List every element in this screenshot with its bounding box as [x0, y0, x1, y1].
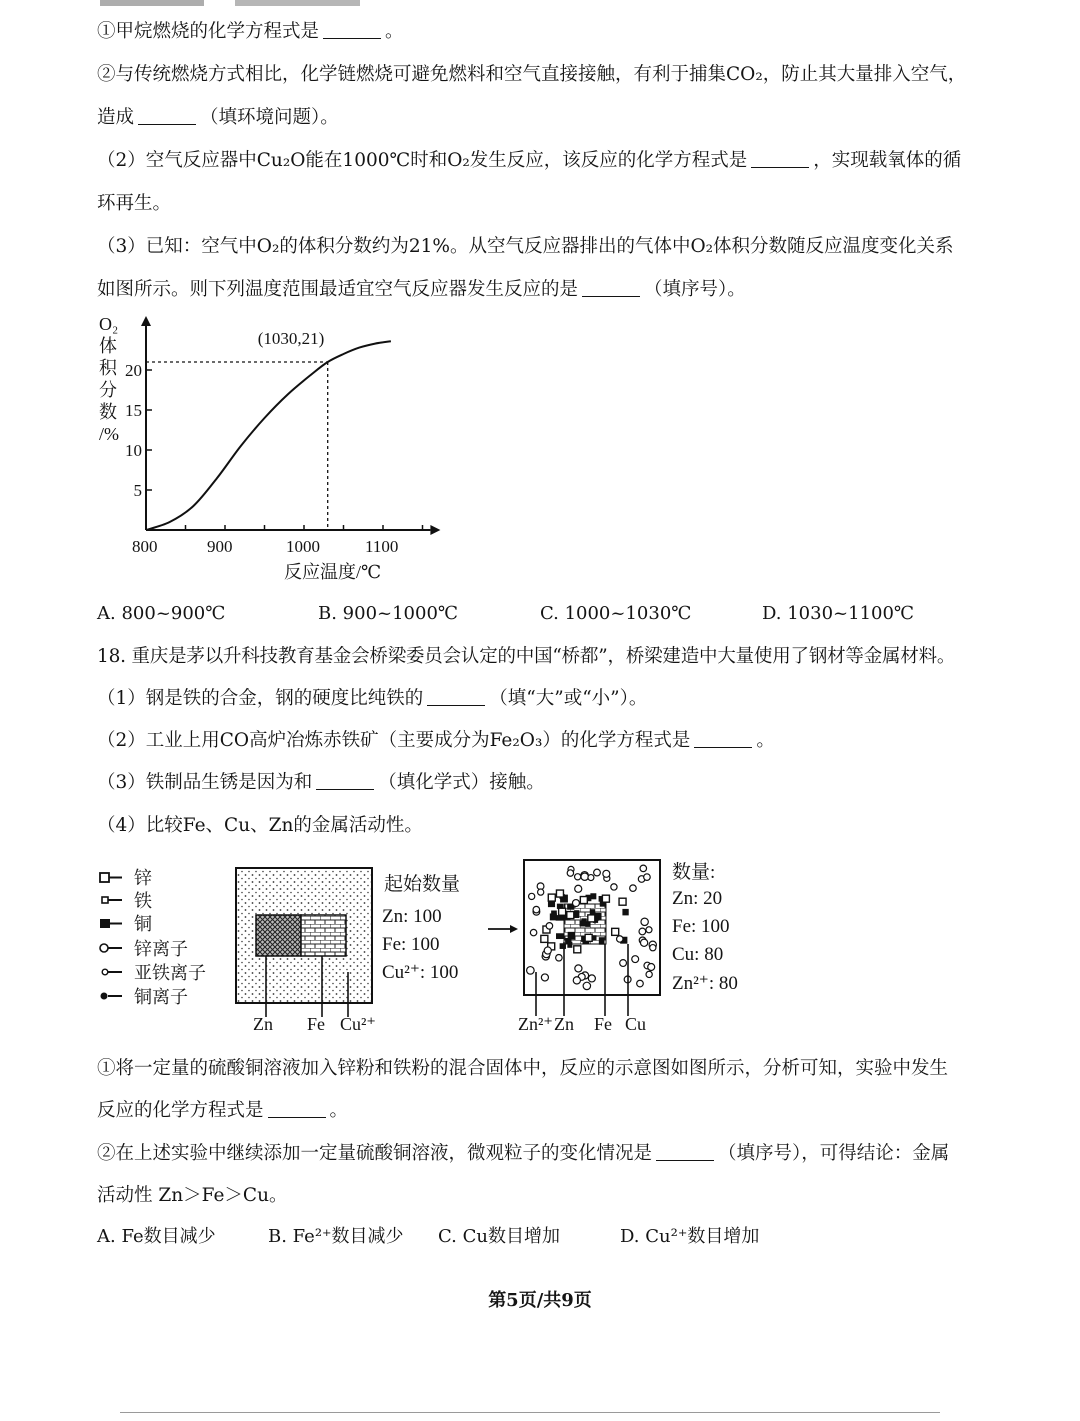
y-axis-arrow: [141, 316, 151, 326]
q18-part3: （3）铁制品生锈是因为和 （填化学式）接触。: [97, 772, 545, 793]
ion-particle: [620, 960, 627, 967]
zn-particle: [541, 935, 548, 942]
y-tick-label: 15: [125, 401, 142, 420]
y-axis-label-char: 体: [99, 336, 117, 356]
legend-fe-ion: 亚铁离子: [134, 963, 206, 983]
reaction-arrow-icon: [488, 925, 518, 933]
q18-part2: （2）工业上用CO高炉冶炼赤铁矿（主要成分为Fe₂O₃）的化学方程式是 。: [97, 730, 775, 751]
ion-particle: [572, 900, 579, 907]
answer-blank[interactable]: [138, 124, 196, 125]
x-axis-arrow: [430, 525, 440, 535]
box1-label-cu-ion: Cu²⁺: [340, 1014, 376, 1034]
particle-reaction-diagram: [90, 852, 770, 1042]
ion-particle: [541, 974, 548, 981]
q17-part2-line1: （2）空气反应器中Cu₂O能在1000℃时和O₂发生反应，该反应的化学方程式是 ，实现载氧体的循: [97, 150, 962, 171]
x-tick-label: 1000: [286, 537, 320, 556]
y-tick-label: 5: [133, 481, 142, 500]
cu-particle: [599, 937, 605, 944]
legend-cu-ion: 铜离子: [134, 987, 188, 1007]
q17-sub2-line2: 造成 （填环境问题）。: [97, 107, 339, 128]
q17-option-d[interactable]: D. 1030~1100℃: [762, 603, 915, 624]
zn-particle: [567, 912, 574, 919]
particle-legend: [100, 868, 206, 1007]
ion-particle: [640, 865, 646, 871]
box1-count-fe: Fe: 100: [382, 934, 440, 955]
q17-part3-line2: 如图所示。则下列温度范围最适宜空气反应器发生反应的是 （填序号）。: [97, 279, 746, 300]
box1-title: 起始数量: [384, 874, 461, 895]
ion-particle: [533, 906, 540, 913]
ion-particle: [639, 928, 646, 935]
q18-part4: （4）比较Fe、Cu、Zn的金属活动性。: [97, 815, 423, 836]
y-axis-label-char: 数: [99, 402, 117, 422]
cu-particle: [567, 942, 572, 948]
bottom-rule: [120, 1412, 940, 1413]
o2-volume-fraction-chart: [90, 312, 399, 587]
y-axis-label-char: 积: [99, 358, 117, 378]
y-tick-label: 10: [125, 441, 142, 460]
x-tick-label: 800: [132, 537, 158, 556]
ion-particle: [650, 945, 656, 951]
ion-particle: [575, 965, 582, 972]
answer-blank[interactable]: [427, 705, 485, 706]
ion-particle: [573, 977, 580, 984]
ion-particle: [644, 874, 651, 881]
q18-sub2-line2: 活动性 Zn＞Fe＞Cu。: [97, 1185, 288, 1206]
box1-count-cu-ion: Cu²⁺: 100: [382, 962, 459, 983]
cu-particle: [580, 921, 587, 927]
ion-particle: [617, 936, 623, 942]
ion-particle: [646, 971, 652, 977]
zn-particle: [602, 895, 609, 902]
ion-particle: [527, 967, 535, 975]
initial-counts: [382, 873, 460, 983]
cu-particle: [568, 932, 576, 940]
legend-zn-ion: 锌离子: [134, 939, 188, 959]
zn-particle: [619, 898, 626, 905]
ion-particle: [641, 918, 648, 925]
zn-particle: [574, 946, 581, 953]
y-axis-label-char: O₂: [99, 314, 119, 334]
q17-part2-line2: 环再生。: [97, 193, 172, 214]
ion-particle: [640, 939, 647, 946]
ion-particle: [581, 873, 588, 880]
y-axis-label-char: 分: [99, 380, 117, 400]
ion-particle: [556, 955, 562, 961]
q18-option-b[interactable]: B. Fe²⁺数目减少: [268, 1226, 404, 1247]
q17-sub2-line1: ②与传统燃烧方式相比，化学链燃烧可避免燃料和空气直接接触，有利于捕集CO₂，防止其大量排入空气，: [97, 64, 967, 85]
ion-particle: [588, 875, 594, 881]
ion-particle: [538, 889, 544, 895]
box2-count-cu: Cu: 80: [672, 944, 724, 965]
zn-particle: [588, 915, 595, 922]
box2-label-cu: Cu: [625, 1014, 647, 1034]
q18-intro: 18. 重庆是茅以升科技教育基金会桥梁委员会认定的中国“桥都”，桥梁建造中大量使用了钢材等金属材料。: [97, 646, 956, 667]
y-axis-label-char: /%: [99, 424, 119, 444]
ion-particle: [575, 874, 581, 880]
box2-label-zn: Zn: [554, 1014, 574, 1034]
q18-part1: （1）钢是铁的合金，钢的硬度比纯铁的 （填“大”或“小”）。: [97, 688, 648, 709]
cu-particle: [560, 943, 566, 949]
answer-blank[interactable]: [268, 1117, 326, 1118]
box2-title: 数量:: [672, 862, 716, 883]
page-top-fragment: [100, 0, 360, 6]
ion-particle: [583, 982, 590, 989]
answer-blank[interactable]: [751, 167, 809, 168]
point-annotation: (1030,21): [257, 329, 325, 348]
ion-particle: [544, 947, 551, 954]
box2-count-zn: Zn: 20: [672, 888, 723, 909]
box2-count-zn-ion: Zn²⁺: 80: [672, 973, 738, 994]
initial-state-beaker: [236, 868, 376, 1034]
x-axis-label: 反应温度/℃: [284, 562, 382, 582]
zn-particle: [612, 928, 619, 935]
ion-particle: [588, 975, 595, 982]
final-counts: [672, 861, 738, 994]
box1-label-fe: Fe: [307, 1014, 325, 1034]
ion-particle: [603, 870, 610, 877]
q18-option-a[interactable]: A. Fe数目减少: [97, 1226, 216, 1247]
ion-particle: [575, 885, 582, 892]
legend-fe: 铁: [134, 891, 152, 911]
cu-particle: [551, 910, 557, 916]
x-tick-label: 900: [207, 537, 233, 556]
legend-cu: 铜: [134, 914, 152, 934]
ion-particle: [529, 893, 535, 899]
ion-particle: [637, 980, 644, 987]
ion-particle: [594, 869, 601, 876]
ion-particle: [611, 884, 617, 890]
box1-count-zn: Zn: 100: [382, 906, 442, 927]
q18-option-d[interactable]: D. Cu²⁺数目增加: [620, 1226, 760, 1247]
answer-blank[interactable]: [323, 38, 381, 39]
q18-sub2-line1: ②在上述实验中继续添加一定量硫酸铜溶液，微观粒子的变化情况是 （填序号），可得结论：金属: [97, 1143, 950, 1164]
ion-particle: [567, 870, 573, 876]
ion-particle: [546, 923, 552, 929]
answer-blank[interactable]: [316, 789, 374, 790]
zn-particle: [580, 897, 587, 904]
box2-label-zn-ion: Zn²⁺: [518, 1014, 553, 1034]
ion-particle: [632, 956, 639, 963]
o2-fraction-curve: [146, 341, 391, 530]
q17-sub1: ①甲烷燃烧的化学方程式是 。: [97, 21, 404, 42]
q18-sub1-line2: 反应的化学方程式是 。: [97, 1100, 349, 1121]
q17-part3-line1: （3）已知：空气中O₂的体积分数约为21%。从空气反应器排出的气体中O₂体积分数随反应温度变化关系: [97, 236, 954, 257]
ion-particle: [530, 929, 536, 935]
cu-particle: [574, 910, 579, 918]
x-tick-label: 1100: [365, 537, 399, 556]
zn-particle: [559, 908, 566, 915]
q17-option-b[interactable]: B. 900~1000℃: [318, 603, 459, 624]
box1-label-zn: Zn: [253, 1014, 273, 1034]
ion-particle: [630, 885, 637, 892]
zn-particle: [556, 890, 563, 897]
cu-particle: [556, 933, 564, 939]
legend-zn: 锌: [134, 868, 152, 888]
box2-label-fe: Fe: [594, 1014, 612, 1034]
answer-blank[interactable]: [582, 296, 640, 297]
page-footer: 第5页/共9页: [488, 1290, 592, 1311]
final-state-beaker: [518, 860, 660, 1034]
zn-particle: [585, 934, 592, 941]
zn-particle: [548, 894, 555, 901]
answer-blank[interactable]: [656, 1160, 714, 1161]
q18-option-c[interactable]: C. Cu数目增加: [438, 1226, 560, 1247]
box2-count-fe: Fe: 100: [672, 916, 730, 937]
q17-option-a[interactable]: A. 800~900℃: [97, 603, 226, 624]
q17-option-c[interactable]: C. 1000~1030℃: [540, 603, 692, 624]
y-tick-label: 20: [125, 361, 142, 380]
ion-particle: [648, 964, 655, 971]
answer-blank[interactable]: [694, 747, 752, 748]
q18-sub1-line1: ①将一定量的硫酸铜溶液加入锌粉和铁粉的混合固体中，反应的示意图如图所示，分析可知，实验中发生: [97, 1058, 949, 1079]
cu-particle: [622, 909, 628, 915]
ion-particle: [646, 927, 652, 933]
